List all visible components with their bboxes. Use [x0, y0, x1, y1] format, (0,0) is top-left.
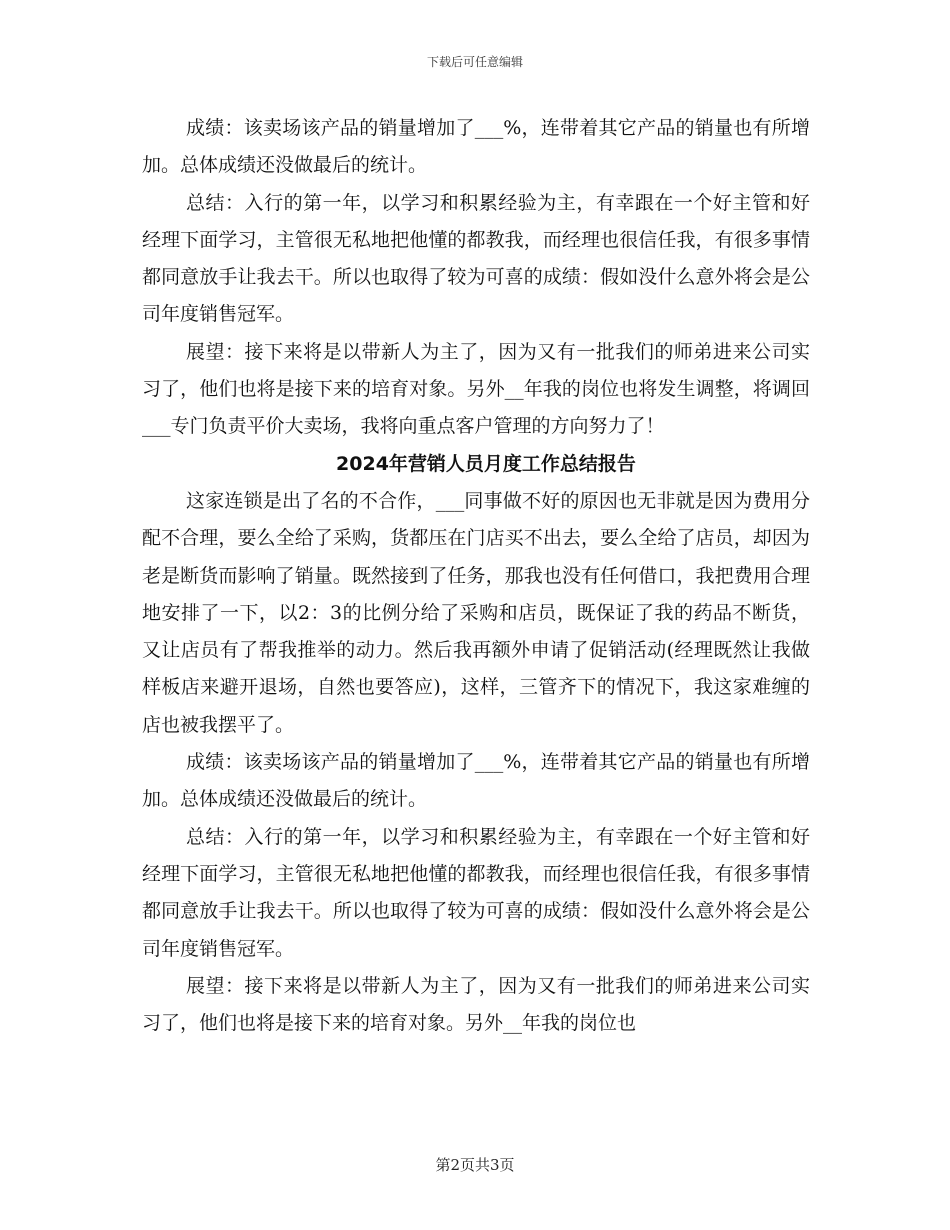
page-header: 下载后可任意编辑 [426, 55, 523, 69]
paragraph-summary: 总结：入行的第一年，以学习和积累经验为主，有幸跟在一个好主管和好经理下面学习，主管很无私地把他懂的都教我，而经理也很信任我，有很多事情都同意放手让我去干。所以也取得了较为可喜的成绩：假如没什么意外将会是公司年度销售冠军。 [142, 825, 810, 960]
paragraph-outlook: 展望：接下来将是以带新人为主了，因为又有一批我们的师弟进来公司实习了，他们也将是接下来的培育对象。另外__年我的岗位也 [142, 974, 810, 1035]
page-footer: 第2页共3页 [435, 1156, 515, 1174]
section-title: 2024年营销人员月度工作总结报告 [336, 452, 636, 475]
document-body [142, 110, 810, 1042]
paragraph-outlook: 展望：接下来将是以带新人为主了，因为又有一批我们的师弟进来公司实习了，他们也将是接下来的培育对象。另外__年我的岗位也将发生调整，将调回___专门负责平价大卖场，我将向重点客户管理的方向努力了！ [142, 340, 810, 438]
paragraph-chain-store: 这家连锁是出了名的不合作，___同事做不好的原因也无非就是因为费用分配不合理，要么全给了采购，货都压在门店买不出去，要么全给了店员，却因为老是断货而影响了销量。既然接到了任务，那我也没有任何借口，我把费用合理地安排了一下，以2：3的比例分给了采购和店员，既保证了我的药品不断货，又让店员有了帮我推举的动力。然后我再额外申请了促销活动(经理既然让我做样板店来避开退场，自然也要答应)，这样，三管齐下的情况下，我这家难缠的店也被我摆平了。 [142, 489, 810, 736]
paragraph-achievement: 成绩：该卖场该产品的销量增加了___%，连带着其它产品的销量也有所增加。总体成绩还没做最后的统计。 [142, 117, 810, 177]
paragraph-achievement: 成绩：该卖场该产品的销量增加了___%，连带着其它产品的销量也有所增加。总体成绩还没做最后的统计。 [142, 751, 810, 811]
paragraph-summary: 总结：入行的第一年，以学习和积累经验为主，有幸跟在一个好主管和好经理下面学习，主管很无私地把他懂的都教我，而经理也很信任我，有很多事情都同意放手让我去干。所以也取得了较为可喜的成绩：假如没什么意外将会是公司年度销售冠军。 [142, 191, 810, 326]
